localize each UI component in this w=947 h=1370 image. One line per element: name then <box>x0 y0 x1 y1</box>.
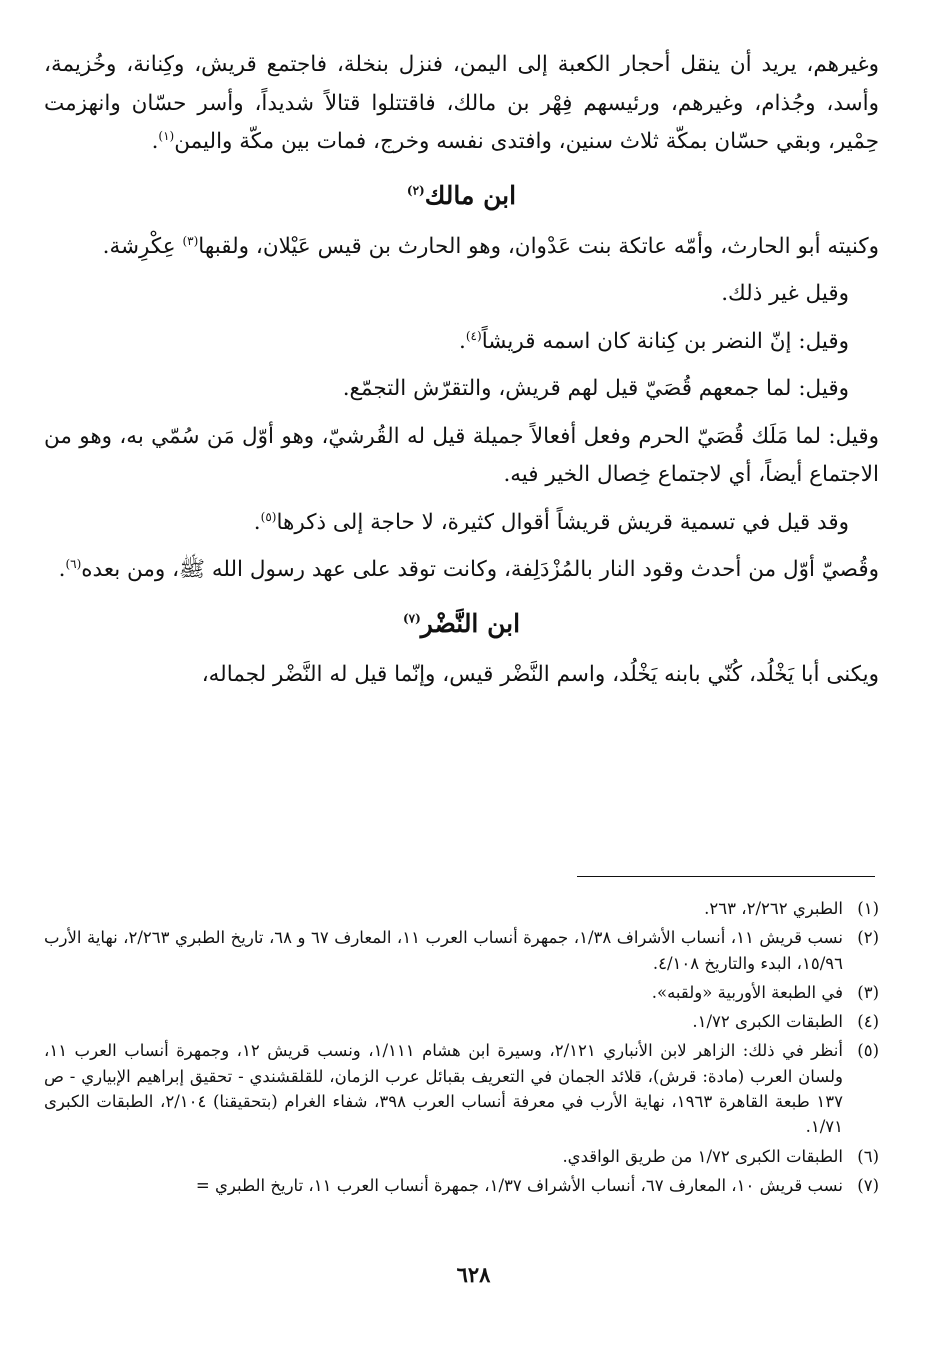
footnote-divider <box>577 876 875 877</box>
footnotes-section <box>44 896 879 1202</box>
paragraph-6: وقيل: لما مَلَك قُصَيّ الحرم وفعل أفعالاً جميلة قيل له القُرشيّ، وهو أوّل مَن سُمّي به، وهو من الاجتماع أيضاً، أي لاجتماع خِصال الخير فيه. <box>44 423 879 487</box>
footnote-text: نسب قريش ١١، أنساب الأشراف ١/٣٨، جمهرة أنساب العرب ١١، المعارف ٦٧ و ٦٨، تاريخ الطبري ٢/٢٦٣، نهاية الأرب ١٥/٩٦، البدء والتاريخ ٤/١٠٨. <box>44 928 843 973</box>
footnote-text: الطبقات الكبرى ١/٧٢. <box>692 1012 843 1032</box>
paragraph-3: وقيل غير ذلك. <box>721 281 849 306</box>
paragraph-2: وكنيته أبو الحارث، وأمّه عاتكة بنت عَدْوان، وهو الحارث بن قيس عَيْلان، ولقبها$^{(٣)}$ عِكْرِشة. <box>102 233 879 259</box>
paragraph-5: وقيل: لما جمعهم قُصَيّ قيل لهم قريش، والتقرّش التجمّع. <box>342 376 849 401</box>
footnote-ref-3[interactable]: (٣) <box>182 233 199 248</box>
footnote-number: (٤) <box>857 1012 879 1032</box>
footnote-ref-5[interactable]: (٥) <box>260 509 277 524</box>
footnote-ref-4[interactable]: (٤) <box>465 328 482 343</box>
footnote-ref-1[interactable]: (١) <box>158 128 175 143</box>
footnote-number: (٢) <box>857 928 879 948</box>
footnote-4 <box>44 1009 879 1034</box>
footnote-2 <box>44 925 879 976</box>
footnote-number: (٥) <box>857 1041 879 1061</box>
footnote-text: في الطبعة الأوربية «ولقبه». <box>651 982 843 1002</box>
footnote-text: الطبري ٢/٢٦٢، ٢٦٣. <box>704 899 843 918</box>
paragraph-7: وقد قيل في تسمية قريش قريشاً أقوال كثيرة، لا حاجة إلى ذكرها$^{(٥)}$. <box>253 509 849 535</box>
footnote-ref-7[interactable]: (٧) <box>402 611 421 626</box>
footnote-number: (٧) <box>857 1175 879 1195</box>
section-heading-ibn-al-nadr: ابن النَّضْر$^{(٧)}$ <box>402 608 521 638</box>
paragraph-1: وغيرهم، يريد أن ينقل أحجار الكعبة إلى اليمن، فنزل بنخلة، فاجتمع قريش، وكِنانة، وخُزيمة، وأسد، وجُذام، وغيرهم، ورئيسهم فِهْر بن مالك، فاقتتلوا قتالاً شديداً، وأسر حسّان وانهزمت حِمْير، وبقي حسّان بمكّة ثلاث سنين، وافتدى نفسه وخرج، فمات بين مكّة واليمن$^{(١)}$. <box>44 52 879 154</box>
footnote-text: الطبقات الكبرى ١/٧٢ من طريق الواقدي. <box>562 1146 843 1166</box>
section-heading-ibn-malik: ابن مالك$^{(٢)}$ <box>406 180 517 210</box>
footnote-ref-6[interactable]: (٦) <box>65 556 82 571</box>
page-number: ٦٢٨ <box>456 1262 491 1287</box>
footnote-number: (٦) <box>857 1146 879 1166</box>
footnote-7 <box>44 1173 879 1198</box>
footnote-text: أنظر في ذلك: الزاهر لابن الأنباري ٢/١٢١، وسيرة ابن هشام ١/١١١، ونسب قريش ١٢، وجمهرة أنساب العرب ١١، ولسان العرب (مادة: قرش)، قلائد الجمان في التعريف بقبائل عرب الزمان، للقلقشندي - تحقيق إبراهيم الإبياري - ص ١٣٧ طبعة القاهرة ١٩٦٣، نهاية الأرب في معرفة أنساب العرب ٣٩٨، شفاء الغرام (بتحقيقنا) ٢/١٠٤، الطبقات الكبرى ١/٧١. <box>44 1041 844 1137</box>
footnote-5 <box>44 1038 879 1139</box>
paragraph-9: ويكنى أبا يَخْلُد، كُنّي بابنه يَخْلُد، واسم النَّضْر قيس، وإنّما قيل له النَّضْر لجماله، <box>201 661 879 687</box>
main-text <box>44 46 879 703</box>
footnote-1 <box>44 896 879 921</box>
footnote-6 <box>44 1144 879 1169</box>
footnote-ref-2[interactable]: (٢) <box>406 183 425 198</box>
paragraph-4: وقيل: إنّ النضر بن كِنانة كان اسمه قريشاً$^{(٤)}$. <box>459 328 849 354</box>
footnote-number: (١) <box>857 899 879 918</box>
paragraph-8: وقُصيّ أوّل من أحدث وقود النار بالمُزْدَلِفة، وكانت توقد على عهد رسول الله ﷺ، ومن بعده$^{(٦)}$. <box>58 556 879 582</box>
footnote-3 <box>44 980 879 1005</box>
footnote-number: (٣) <box>857 982 879 1002</box>
footnote-text: نسب قريش ١٠، المعارف ٦٧، أنساب الأشراف ١/٣٧، جمهرة أنساب العرب ١١، تاريخ الطبري = <box>195 1175 843 1195</box>
